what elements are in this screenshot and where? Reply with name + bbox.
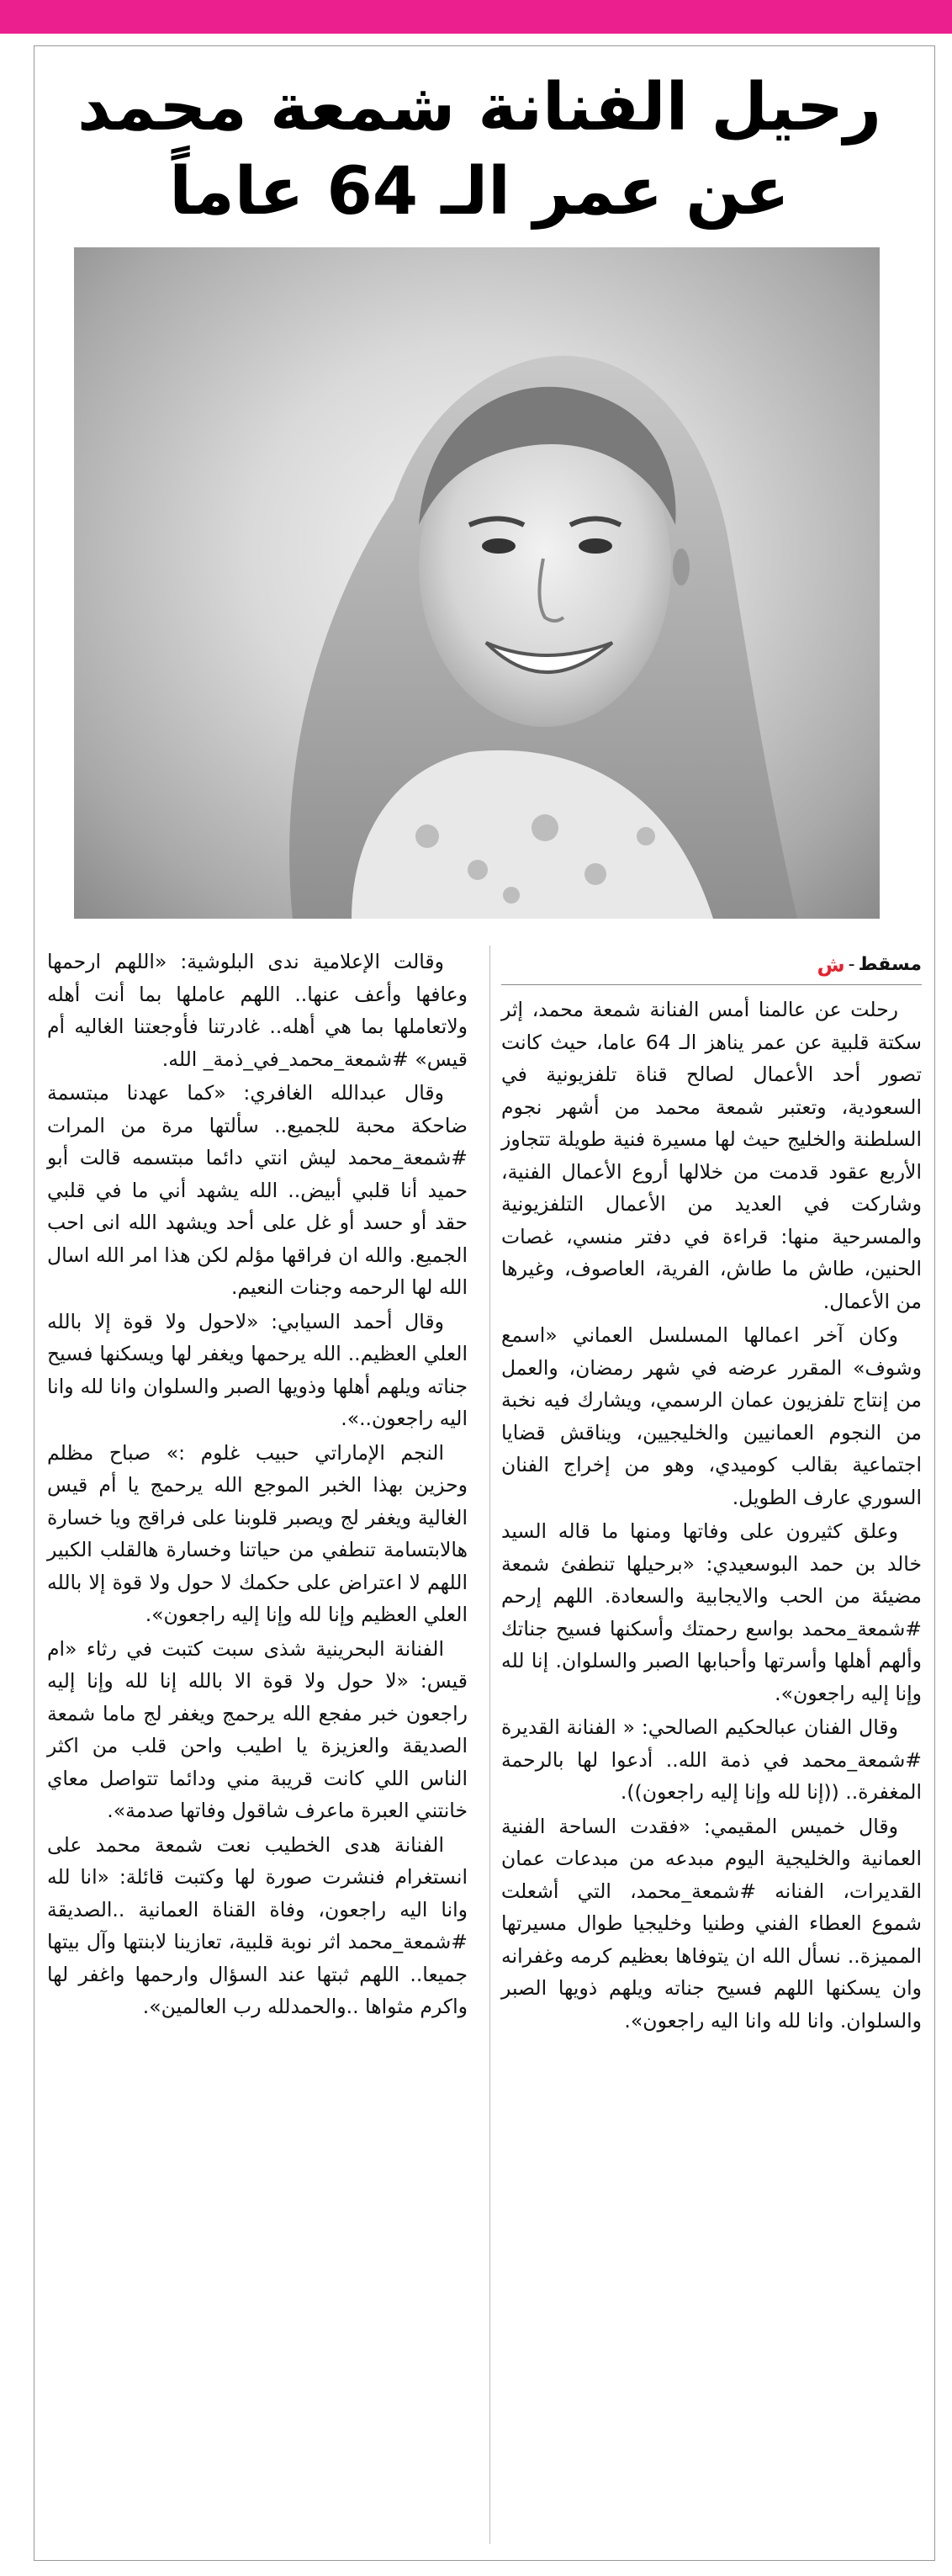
paragraph: النجم الإماراتي حبيب غلوم :» صباح مظلم وحزين بهذا الخبر الموجع الله يرحمج يا أم قيس الغالية ويغفر لج ويصبر قلوبنا على فراقج ويا خسارة هالابتسامة تنطفي من حياتنا وخسارة هالقلب الكبير اللهم لا اعتراض على حكمك لا حول ولا قوة إلا بالله العلي العظيم وإنا لله وإنا إليه راجعون». [47, 1440, 468, 1626]
paragraph: وقال أحمد السيابي: «لاحول ولا قوة إلا بالله العلي العظيم.. الله يرحمها ويغفر لها ويسكنها فسيح جناته ويلهم أهلها وذويها الصبر والسلوان وانا لله وانا اليه راجعون..». [47, 1309, 468, 1430]
newspaper-logo: ش [817, 952, 845, 977]
dateline-separator: - [848, 953, 855, 975]
headline-line-1: رحيل الفنانة شمعة محمد [77, 70, 882, 146]
paragraph: وكان آخر اعمالها المسلسل العماني «اسمع وشوف» المقرر عرضه في شهر رمضان، والعمل من إنتاج تلفزيون عمان الرسمي، ويشارك فيه نخبة من النجوم العمانيين والخليجيين، ويناقش قضايا اجتماعية بقالب كوميدي، وهو من إخراج الفنان السوري عارف الطويل. [501, 1323, 922, 1509]
dateline [501, 946, 922, 985]
paragraph: الفنانة هدى الخطيب نعت شمعة محمد على انستغرام فنشرت صورة لها وكتبت قائلة: «انا لله وانا اليه راجعون، وفاة القناة العمانية ..الصديقة #شمعة_محمد اثر نوبة قلبية، تعازينا لابنتها وآل بيتها جميعا.. اللهم ثبتها عند السؤال وارحمها واغفر لها واكرم مثواها ..والحمدلله رب العالمين». [47, 1832, 468, 2018]
paragraph: وقالت الإعلامية ندى البلوشية: «اللهم ارحمها وعافها وأعف عنها.. اللهم عاملها بما أنت أهله ولاتعاملها بما هي أهله.. غادرتنا فأوجعتنا الغاليه أم قيس» #شمعة_محمد_في_ذمة_ الله. [47, 950, 468, 1071]
dateline-city: مسقط [858, 953, 922, 975]
paragraph: وقال عبدالله الغافري: «كما عهدنا مبتسمة ضاحكة محبة للجميع.. سألتها مرة من المرات #شمعة_محمد ليش انتي دائما مبتسمه قالت أبو حميد أنا قلبي أبيض.. الله يشهد أني ما في قلبي حقد أو حسد أو غل على أحد ويشهد الله انى احب الجميع. والله ان فراقها مؤلم لكن هذا امر الله اسال الله لها الرحمه وجنات النعيم. [47, 1081, 468, 1299]
paragraph: رحلت عن عالمنا أمس الفنانة شمعة محمد، إثر سكتة قلبية عن عمر يناهز الـ 64 عاما، حيث كانت تصور أحد الأعمال لصالح قناة تلفزيونية في السعودية، وتعتبر شمعة محمد من أشهر نجوم السلطنة والخليج حيث لها مسيرة فنية طويلة تتجاوز الأربع عقود قدمت من خلالها أروع الأعمال الفنية، وشاركت في العديد من الأعمال التلفزيونية والمسرحية منها: قراءة في دفتر منسي، غصات الحنين، طاش ما طاش، الفرية، العاصوف، وغيرها من الأعمال. [501, 998, 922, 1313]
portrait-photo [74, 247, 880, 919]
portrait-illustration [74, 247, 880, 919]
paragraph: وقال خميس المقيمي: «فقدت الساحة الفنية العمانية والخليجية اليوم مبدعه من مبدعات عمان القديرات، الفنانه #شمعة_محمد، التي أشعلت شموع العطاء الفني وطنيا وخليجيا طوال مسيرتها المميزة.. نسأل الله ان يتوفاها بعظيم كرمه وغفرانه وان يسكنها اللهم فسيح جناته ويلهم ذويها الصبر والسلوان. وانا لله وانا اليه راجعون». [501, 1814, 922, 2033]
headline-line-2: عن عمر الـ 64 عاماً [169, 154, 790, 230]
top-bar-separator [0, 34, 952, 39]
left-column [47, 946, 468, 2552]
top-accent-bar [0, 0, 952, 34]
paragraph: وقال الفنان عبالحكيم الصالحي: « الفنانة القديرة #شمعة_محمد في ذمة الله.. أدعوا لها بالرحمة المغفرة.. ((إنا لله وإنا إليه راجعون)). [501, 1715, 922, 1804]
paragraph: وعلق كثيرون على وفاتها ومنها ما قاله السيد خالد بن حمد البوسعيدي: «برحيلها تنطفئ شمعة مضيئة من الحب والايجابية والسعادة. اللهم إرحم #شمعة_محمد بواسع رحمتك وأسكنها فسيح جناتك وألهم أهلها وأسرتها وأحبابها الصبر والسلوان. إنا لله وإنا إليه راجعون». [501, 1519, 922, 1705]
paragraph: الفنانة البحرينية شذى سبت كتبت في رثاء «ام قيس: «لا حول ولا قوة الا بالله إنا لله وإنا إليه راجعون خبر مفجع الله يرحمج ويغفر لج ماما شمعة الصديقة والعزيزة يا اطيب واحن قلب من اكثر الناس اللي كانت قريبة مني ودائما تتواصل معاي خانتني العبرة ماعرف شاقول وفاتها صدمة». [47, 1636, 468, 1822]
column-divider [489, 946, 490, 2544]
right-column [501, 946, 922, 2552]
article-headline [34, 66, 925, 234]
article-body [47, 946, 922, 2552]
